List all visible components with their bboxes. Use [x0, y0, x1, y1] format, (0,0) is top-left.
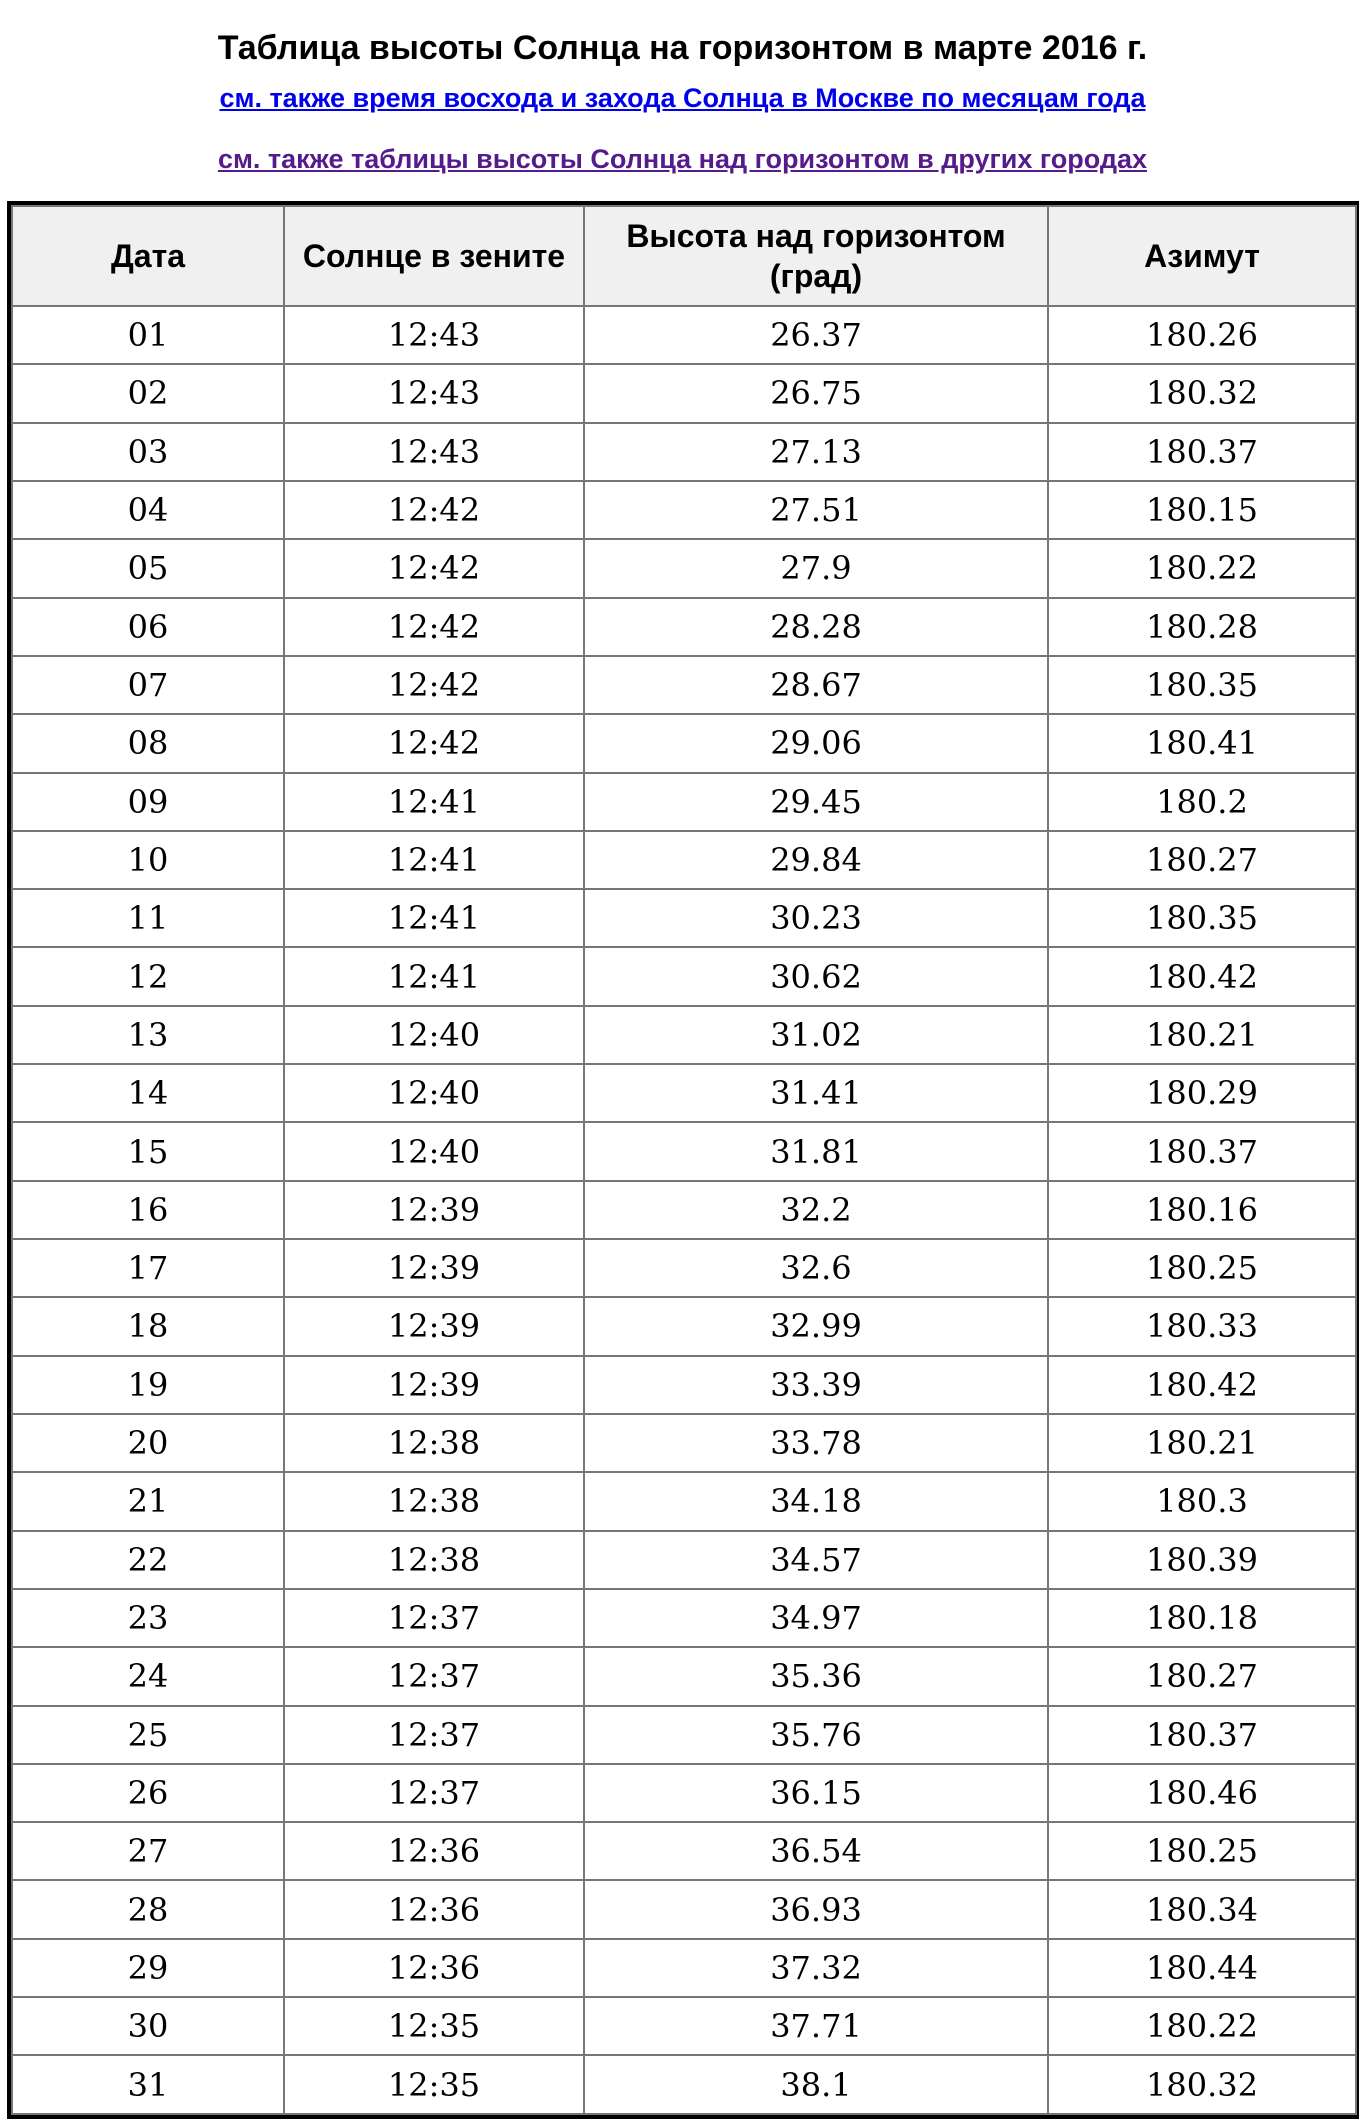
zenith-time-cell: 12:39	[284, 1356, 584, 1414]
altitude-cell: 36.54	[584, 1822, 1048, 1880]
table-row	[12, 1589, 1356, 1647]
zenith-time-cell: 12:40	[284, 1006, 584, 1064]
date-cell: 26	[12, 1764, 284, 1822]
sun-altitude-table	[11, 205, 1357, 2115]
azimuth-cell: 180.37	[1048, 1122, 1356, 1180]
altitude-cell: 32.2	[584, 1181, 1048, 1239]
table-row	[12, 1297, 1356, 1355]
table-row	[12, 1647, 1356, 1705]
table-row	[12, 1356, 1356, 1414]
zenith-time-cell: 12:36	[284, 1880, 584, 1938]
altitude-cell: 30.62	[584, 947, 1048, 1005]
altitude-cell: 29.45	[584, 773, 1048, 831]
azimuth-cell: 180.22	[1048, 1997, 1356, 2055]
date-cell: 17	[12, 1239, 284, 1297]
table-row	[12, 1006, 1356, 1064]
azimuth-cell: 180.29	[1048, 1064, 1356, 1122]
table-row	[12, 1764, 1356, 1822]
azimuth-cell: 180.35	[1048, 656, 1356, 714]
zenith-time-cell: 12:37	[284, 1647, 584, 1705]
date-cell: 15	[12, 1122, 284, 1180]
zenith-time-cell: 12:38	[284, 1472, 584, 1530]
table-row	[12, 306, 1356, 364]
zenith-time-cell: 12:35	[284, 2055, 584, 2114]
link-label[interactable]: см. также таблицы высоты Солнца над горизонтом в других городах	[217, 144, 1148, 174]
zenith-time-cell: 12:41	[284, 889, 584, 947]
azimuth-cell: 180.25	[1048, 1822, 1356, 1880]
date-cell: 16	[12, 1181, 284, 1239]
zenith-time-cell: 12:42	[284, 714, 584, 772]
table-row	[12, 2055, 1356, 2114]
date-cell: 30	[12, 1997, 284, 2055]
sunrise-sunset-moscow-link[interactable]	[0, 80, 1365, 116]
column-header-zenith-time: Солнце в зените	[284, 206, 584, 306]
altitude-cell: 36.15	[584, 1764, 1048, 1822]
azimuth-cell: 180.25	[1048, 1239, 1356, 1297]
azimuth-cell: 180.21	[1048, 1414, 1356, 1472]
zenith-time-cell: 12:37	[284, 1589, 584, 1647]
altitude-cell: 28.28	[584, 598, 1048, 656]
azimuth-cell: 180.46	[1048, 1764, 1356, 1822]
column-header-date: Дата	[12, 206, 284, 306]
zenith-time-cell: 12:42	[284, 656, 584, 714]
altitude-cell: 33.39	[584, 1356, 1048, 1414]
date-cell: 10	[12, 831, 284, 889]
table-row	[12, 656, 1356, 714]
table-row	[12, 1181, 1356, 1239]
azimuth-cell: 180.42	[1048, 1356, 1356, 1414]
zenith-time-cell: 12:35	[284, 1997, 584, 2055]
altitude-cell: 35.76	[584, 1706, 1048, 1764]
date-cell: 11	[12, 889, 284, 947]
column-header-azimuth: Азимут	[1048, 206, 1356, 306]
zenith-time-cell: 12:38	[284, 1531, 584, 1589]
altitude-cell: 29.06	[584, 714, 1048, 772]
date-cell: 02	[12, 364, 284, 422]
zenith-time-cell: 12:37	[284, 1706, 584, 1764]
date-cell: 09	[12, 773, 284, 831]
zenith-time-cell: 12:36	[284, 1822, 584, 1880]
altitude-cell: 31.02	[584, 1006, 1048, 1064]
table-row	[12, 1239, 1356, 1297]
date-cell: 20	[12, 1414, 284, 1472]
zenith-time-cell: 12:40	[284, 1122, 584, 1180]
date-cell: 29	[12, 1939, 284, 1997]
date-cell: 12	[12, 947, 284, 1005]
altitude-cell: 35.36	[584, 1647, 1048, 1705]
date-cell: 24	[12, 1647, 284, 1705]
table-row	[12, 1997, 1356, 2055]
date-cell: 06	[12, 598, 284, 656]
date-cell: 21	[12, 1472, 284, 1530]
azimuth-cell: 180.2	[1048, 773, 1356, 831]
azimuth-cell: 180.21	[1048, 1006, 1356, 1064]
table-row	[12, 714, 1356, 772]
date-cell: 01	[12, 306, 284, 364]
zenith-time-cell: 12:42	[284, 598, 584, 656]
date-cell: 14	[12, 1064, 284, 1122]
azimuth-cell: 180.18	[1048, 1589, 1356, 1647]
zenith-time-cell: 12:43	[284, 306, 584, 364]
table-row	[12, 1122, 1356, 1180]
zenith-time-cell: 12:38	[284, 1414, 584, 1472]
zenith-time-cell: 12:41	[284, 831, 584, 889]
altitude-cell: 33.78	[584, 1414, 1048, 1472]
altitude-cell: 32.99	[584, 1297, 1048, 1355]
azimuth-cell: 180.37	[1048, 1706, 1356, 1764]
date-cell: 08	[12, 714, 284, 772]
altitude-cell: 37.32	[584, 1939, 1048, 1997]
zenith-time-cell: 12:42	[284, 539, 584, 597]
altitude-cell: 27.9	[584, 539, 1048, 597]
zenith-time-cell: 12:39	[284, 1239, 584, 1297]
zenith-time-cell: 12:42	[284, 481, 584, 539]
azimuth-cell: 180.27	[1048, 831, 1356, 889]
link-label[interactable]: см. также время восхода и захода Солнца в Москве по месяцам года	[219, 83, 1146, 113]
azimuth-cell: 180.15	[1048, 481, 1356, 539]
zenith-time-cell: 12:39	[284, 1181, 584, 1239]
azimuth-cell: 180.26	[1048, 306, 1356, 364]
altitude-cell: 31.81	[584, 1122, 1048, 1180]
date-cell: 03	[12, 423, 284, 481]
altitude-cell: 38.1	[584, 2055, 1048, 2114]
azimuth-cell: 180.3	[1048, 1472, 1356, 1530]
altitude-cell: 34.57	[584, 1531, 1048, 1589]
zenith-time-cell: 12:41	[284, 947, 584, 1005]
date-cell: 23	[12, 1589, 284, 1647]
table-row	[12, 1472, 1356, 1530]
date-cell: 18	[12, 1297, 284, 1355]
azimuth-cell: 180.41	[1048, 714, 1356, 772]
azimuth-cell: 180.27	[1048, 1647, 1356, 1705]
altitude-cell: 31.41	[584, 1064, 1048, 1122]
table-row	[12, 947, 1356, 1005]
azimuth-cell: 180.22	[1048, 539, 1356, 597]
altitude-cell: 34.97	[584, 1589, 1048, 1647]
azimuth-cell: 180.44	[1048, 1939, 1356, 1997]
table-row	[12, 1822, 1356, 1880]
azimuth-cell: 180.28	[1048, 598, 1356, 656]
altitude-cell: 34.18	[584, 1472, 1048, 1530]
zenith-time-cell: 12:43	[284, 423, 584, 481]
zenith-time-cell: 12:36	[284, 1939, 584, 1997]
azimuth-cell: 180.16	[1048, 1181, 1356, 1239]
altitude-cell: 28.67	[584, 656, 1048, 714]
table-header-row	[12, 206, 1356, 306]
zenith-time-cell: 12:40	[284, 1064, 584, 1122]
date-cell: 07	[12, 656, 284, 714]
azimuth-cell: 180.37	[1048, 423, 1356, 481]
azimuth-cell: 180.42	[1048, 947, 1356, 1005]
page-title: Таблица высоты Солнца на горизонтом в марте 2016 г.	[217, 29, 1148, 67]
zenith-time-cell: 12:37	[284, 1764, 584, 1822]
date-cell: 13	[12, 1006, 284, 1064]
azimuth-cell: 180.35	[1048, 889, 1356, 947]
table-row	[12, 1939, 1356, 1997]
table-row	[12, 1880, 1356, 1938]
zenith-time-cell: 12:41	[284, 773, 584, 831]
table-row	[12, 423, 1356, 481]
date-cell: 04	[12, 481, 284, 539]
sun-altitude-table-container	[7, 201, 1359, 2119]
date-cell: 28	[12, 1880, 284, 1938]
table-row	[12, 1706, 1356, 1764]
other-cities-link[interactable]	[0, 141, 1365, 177]
date-cell: 22	[12, 1531, 284, 1589]
table-row	[12, 598, 1356, 656]
azimuth-cell: 180.33	[1048, 1297, 1356, 1355]
table-row	[12, 831, 1356, 889]
table-row	[12, 481, 1356, 539]
azimuth-cell: 180.34	[1048, 1880, 1356, 1938]
altitude-cell: 26.37	[584, 306, 1048, 364]
altitude-cell: 27.51	[584, 481, 1048, 539]
table-row	[12, 889, 1356, 947]
column-header-altitude: Высота над горизонтом (град)	[584, 206, 1048, 306]
zenith-time-cell: 12:39	[284, 1297, 584, 1355]
table-row	[12, 1064, 1356, 1122]
table-row	[12, 539, 1356, 597]
azimuth-cell: 180.32	[1048, 364, 1356, 422]
table-row	[12, 364, 1356, 422]
altitude-cell: 36.93	[584, 1880, 1048, 1938]
azimuth-cell: 180.32	[1048, 2055, 1356, 2114]
table-row	[12, 1531, 1356, 1589]
date-cell: 19	[12, 1356, 284, 1414]
azimuth-cell: 180.39	[1048, 1531, 1356, 1589]
altitude-cell: 32.6	[584, 1239, 1048, 1297]
altitude-cell: 37.71	[584, 1997, 1048, 2055]
date-cell: 31	[12, 2055, 284, 2114]
altitude-cell: 26.75	[584, 364, 1048, 422]
date-cell: 25	[12, 1706, 284, 1764]
zenith-time-cell: 12:43	[284, 364, 584, 422]
table-row	[12, 773, 1356, 831]
altitude-cell: 27.13	[584, 423, 1048, 481]
altitude-cell: 29.84	[584, 831, 1048, 889]
date-cell: 05	[12, 539, 284, 597]
table-row	[12, 1414, 1356, 1472]
altitude-cell: 30.23	[584, 889, 1048, 947]
date-cell: 27	[12, 1822, 284, 1880]
table-body	[12, 306, 1356, 2114]
